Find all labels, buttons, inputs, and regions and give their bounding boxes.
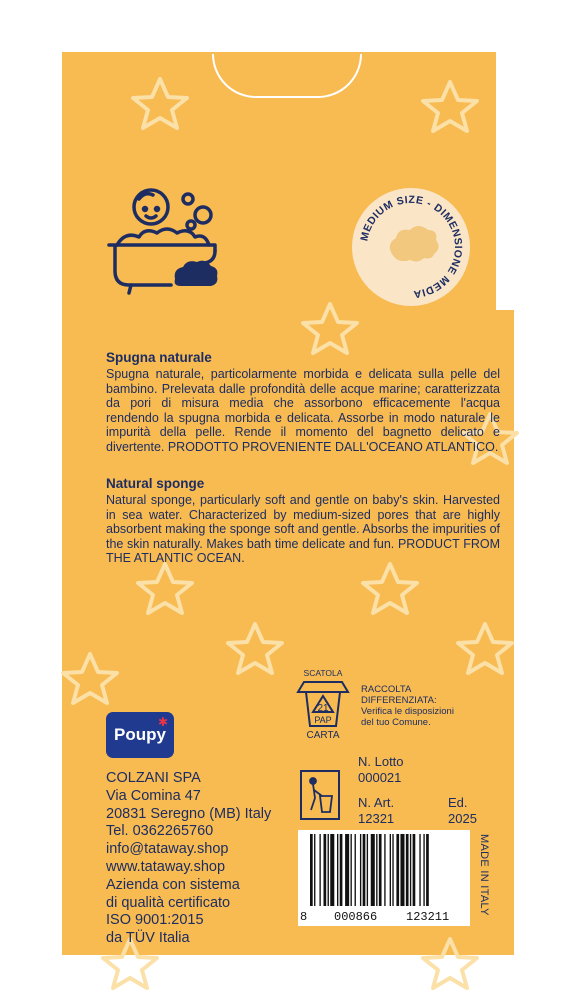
company-line: Via Comina 47 [106, 787, 201, 804]
barcode-bar [337, 834, 338, 906]
star-icon [420, 935, 480, 991]
barcode-bar [392, 834, 393, 906]
star-icon [455, 620, 515, 676]
barcode-bar [340, 834, 343, 906]
barcode-bar [376, 834, 377, 906]
logo-star-icon: ✱ [157, 715, 168, 729]
english-description [106, 476, 500, 566]
edition-label: Ed. [448, 795, 468, 810]
lot-number [358, 754, 404, 786]
star-icon [60, 650, 120, 706]
barcode-bar [423, 834, 424, 906]
barcode-bar [384, 834, 385, 906]
company-line: di qualità certificato [106, 894, 231, 911]
edition-value: 2025 [448, 811, 477, 826]
recycle-line: Verifica le disposizioni [361, 706, 454, 717]
italian-description [106, 350, 500, 455]
hang-hole [212, 54, 362, 98]
company-line: info@tataway.shop [106, 841, 229, 858]
italian-body: Spugna naturale, particolarmente morbida e delicata sulla pelle del bambino. Prelevata dalle profondità delle acque marine; caratterizzata da pori di misura media che assorbono efficacemente l'acqua rendendo la spugna morbida e delicata. Assorbe in modo naturale le impurità della pelle. Rende il momento del bagnetto delicato e divertente. PRODOTTO PROVENIENTE DALL'OCEANO ATLANTICO. [106, 367, 500, 454]
barcode [298, 830, 470, 926]
recycle-top: SCATOLA [303, 668, 343, 678]
recycle-label [290, 668, 356, 748]
barcode-bar [310, 834, 313, 906]
barcode-first-digit: 8 [300, 910, 308, 924]
barcode-left-digits: 000866 [334, 910, 378, 924]
size-badge [352, 188, 470, 306]
barcode-bar [314, 834, 315, 906]
star-icon [225, 620, 285, 676]
trash-bin-icon [300, 770, 340, 820]
barcode-bar [379, 834, 382, 906]
article-number [358, 795, 394, 827]
barcode-bar [410, 834, 411, 906]
italian-title: Spugna naturale [106, 350, 212, 365]
barcode-bar [351, 834, 352, 906]
star-icon [420, 78, 480, 134]
company-line: Azienda con sistema [106, 876, 240, 893]
barcode-bar [363, 834, 366, 906]
barcode-right-digits: 123211 [406, 910, 450, 924]
english-title: Natural sponge [106, 476, 205, 491]
barcode-bar [396, 834, 399, 906]
company-line: ISO 9001:2015 [106, 912, 204, 929]
recycle-icon [290, 678, 356, 730]
barcode-bar [406, 834, 409, 906]
english-body: Natural sponge, particularly soft and gentle on baby's skin. Harvested in sea water. Characterized by medium-sized pores that are highly absorbent making the sponge soft and gentle. Absorbs the impurities of the skin naturally. Makes bath time delicate and fun. PRODUCT FROM THE ATLANTIC OCEAN. [106, 493, 500, 566]
barcode-bar [319, 834, 320, 906]
barcode-bar [400, 834, 404, 906]
article-label: N. Art. [358, 795, 395, 810]
company-line: da TÜV Italia [106, 930, 190, 947]
recycle-number: 21 [317, 703, 329, 714]
barcode-bar [367, 834, 368, 906]
bath-baby-icon [105, 185, 225, 305]
barcode-bar [328, 834, 329, 906]
barcode-bar [355, 834, 356, 906]
company-line: www.tataway.shop [106, 858, 226, 875]
barcode-bar [324, 834, 327, 906]
star-icon [300, 300, 360, 356]
barcode-bar [426, 834, 429, 906]
article-value: 12321 [358, 811, 395, 826]
barcode-bar [419, 834, 420, 906]
star-icon [135, 560, 195, 616]
star-icon [360, 560, 420, 616]
company-info [106, 770, 271, 948]
barcode-bar [330, 834, 334, 906]
barcode-bar [390, 834, 391, 906]
made-in-label: MADE IN ITALY [478, 834, 490, 916]
badge-text: MEDIUM SIZE - DIMENSIONE MEDIA [358, 193, 465, 301]
recycle-line: DIFFERENZIATA: [361, 695, 437, 706]
brand-logo [106, 712, 174, 758]
lot-label: N. Lotto [358, 754, 404, 769]
recycle-bottom: CARTA [306, 730, 340, 741]
barcode-bar [371, 834, 375, 906]
brand-name: Poupy [114, 725, 166, 744]
barcode-bar [413, 834, 416, 906]
recycle-line: RACCOLTA [361, 684, 412, 695]
company-line: Tel. 0362265760 [106, 823, 214, 840]
star-icon [130, 75, 190, 131]
company-line: COLZANI SPA [106, 770, 201, 786]
lot-value: 000021 [358, 770, 402, 785]
sponge-icon [390, 226, 439, 262]
barcode-bar [345, 834, 349, 906]
recycle-instructions [361, 684, 454, 728]
recycle-line: del tuo Comune. [361, 717, 431, 728]
edition-number [448, 795, 477, 827]
sponge-icon [175, 261, 218, 286]
recycle-code: PAP [314, 715, 332, 725]
company-line: 20831 Seregno (MB) Italy [106, 805, 272, 822]
barcode-bar [360, 834, 361, 906]
